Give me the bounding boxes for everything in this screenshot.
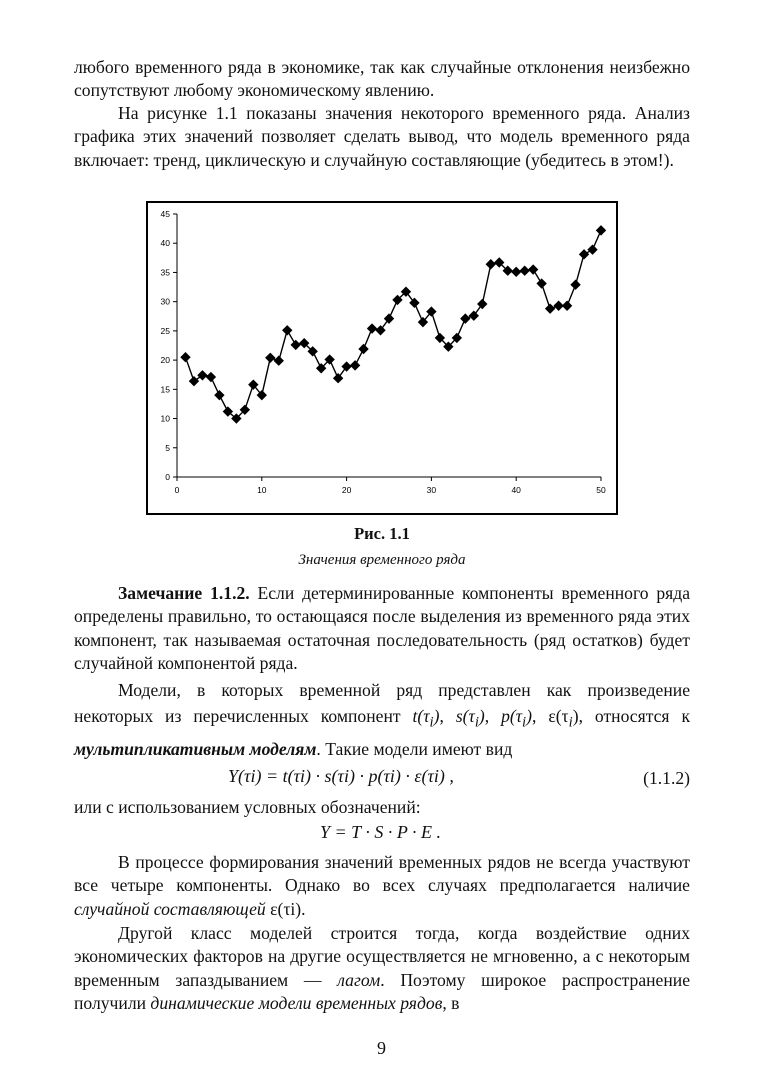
x-tick-label: 20	[341, 485, 352, 495]
data-point	[536, 278, 546, 288]
page-number: 9	[377, 1038, 386, 1058]
data-point	[358, 344, 368, 354]
data-point	[562, 301, 572, 311]
paragraph-figure-intro: На рисунке 1.1 показаны значения некоторого временного ряда. Анализ графика этих значений позволяет сделать вывод, что модель временного ряда включает: тренд, циклическую и случайную составляющие (убедитесь в этом!).	[74, 103, 690, 170]
data-point	[350, 360, 360, 370]
data-point	[596, 225, 606, 235]
data-point	[587, 244, 597, 254]
y-tick-label: 20	[160, 355, 170, 366]
data-point	[265, 353, 275, 363]
text-fragment: В процессе формирования значений временных рядов не всегда участвуют все четыре компоненты. Однако во всех случаях предполагается наличие	[74, 852, 690, 896]
formula-multiplicative: Y(τi) = t(τi) · s(τi) · p(τi) · ε(τi) ,	[228, 766, 454, 786]
term-random-component: случайной составляющей	[74, 898, 266, 919]
text-fragment: . Такие модели имеют вид	[316, 738, 513, 759]
data-point	[274, 355, 284, 365]
data-point	[197, 370, 207, 380]
data-point	[570, 280, 580, 290]
data-point	[511, 267, 521, 277]
text-fragment: , относятся к	[578, 706, 690, 726]
text-fragment: .	[301, 898, 306, 919]
paragraph-remark	[74, 582, 690, 676]
data-point	[545, 303, 555, 313]
y-tick-label: 15	[160, 384, 170, 395]
paragraph-multiplicative: Модели, в которых временной ряд представлен как произведение некоторых из перечисленных компонент $t(\tau_i)$, $s(\tau_i)$, $p(\tau_i)$, $\varepsilon(\tau_i)$, относятся к мультипликативным моделям. Такие модели имеют вид	[74, 680, 690, 759]
math-eps-inline: ε(τi)	[270, 898, 302, 919]
data-point	[180, 352, 190, 362]
data-point	[282, 325, 292, 335]
data-point	[214, 390, 224, 400]
equation-number: (1.1.2)	[643, 768, 690, 788]
paragraph-dynamic-models	[74, 922, 690, 1016]
remark-label: Замечание 1.1.2.	[118, 583, 250, 603]
y-tick-label: 35	[160, 267, 170, 278]
y-tick-label: 45	[160, 209, 170, 219]
formula-short: Y = T · S · P · E .	[320, 822, 442, 842]
y-tick-label: 30	[160, 296, 170, 307]
data-point	[460, 313, 470, 323]
x-tick-label: 0	[174, 485, 180, 495]
y-tick-label: 25	[160, 325, 170, 336]
series-line	[186, 230, 602, 418]
data-point	[291, 340, 301, 350]
paragraph-components	[74, 851, 690, 921]
term-multiplicative: мультипликативным моделям	[74, 738, 317, 759]
data-point	[367, 323, 377, 333]
remark-text: Если детерминированные компоненты временного ряда определены правильно, то остающаяся после выделения из временного ряда этих компонент, так называемая остаточная последовательность (ряд остатков) будет случайной компонентой ряда.	[74, 583, 691, 674]
figure-caption-title: Рис. 1.1	[354, 524, 410, 543]
x-tick-label: 50	[596, 485, 606, 495]
data-point	[528, 264, 538, 274]
math-eps: $\varepsilon(\tau_i)$	[548, 706, 579, 731]
text-fragment: Другой класс моделей строится тогда, когда воздействие одних экономических факторов на другие осуществляется не мгновенно, а с некоторым временным запаздыванием —	[74, 923, 690, 990]
term-lag: лагом	[337, 969, 381, 990]
data-point	[384, 313, 394, 323]
y-tick-label: 0	[165, 472, 170, 482]
data-point	[341, 361, 351, 371]
math-p: $p(\tau_i)$	[501, 706, 532, 731]
paragraph-continuation: любого временного ряда в экономике, так как случайные отклонения неизбежно сопутствуют любому экономическому явлению.	[74, 57, 690, 101]
data-point	[519, 265, 529, 275]
time-series-chart	[148, 203, 616, 513]
data-point	[206, 372, 216, 382]
math-t: $t(\tau_i)$	[412, 706, 440, 731]
math-s: $s(\tau_i)$	[455, 706, 485, 731]
y-tick-label: 10	[160, 413, 170, 424]
paragraph-notation: или с использованием условных обозначений:	[74, 797, 421, 817]
text-fragment: , в	[442, 993, 460, 1014]
data-point	[579, 249, 589, 259]
x-tick-label: 30	[426, 485, 437, 495]
x-tick-label: 40	[511, 485, 521, 495]
data-point	[189, 376, 199, 386]
y-tick-label: 5	[165, 442, 170, 453]
figure-caption-subtitle: Значения временного ряда	[298, 552, 466, 568]
data-point	[333, 373, 343, 383]
data-point	[486, 259, 496, 269]
y-tick-label: 40	[160, 238, 170, 249]
text-fragment: . Поэтому широкое распространение получили	[74, 969, 690, 1014]
figure-chart-frame	[146, 201, 618, 515]
data-point	[477, 299, 487, 309]
text-fragment: Модели, в которых временной ряд представлен как произведение некоторых из перечисленных компонент	[74, 680, 690, 726]
data-point	[375, 325, 385, 335]
data-point	[469, 310, 479, 320]
term-dynamic-models: динамические модели временных рядов	[150, 993, 443, 1014]
x-tick-label: 10	[257, 485, 267, 495]
